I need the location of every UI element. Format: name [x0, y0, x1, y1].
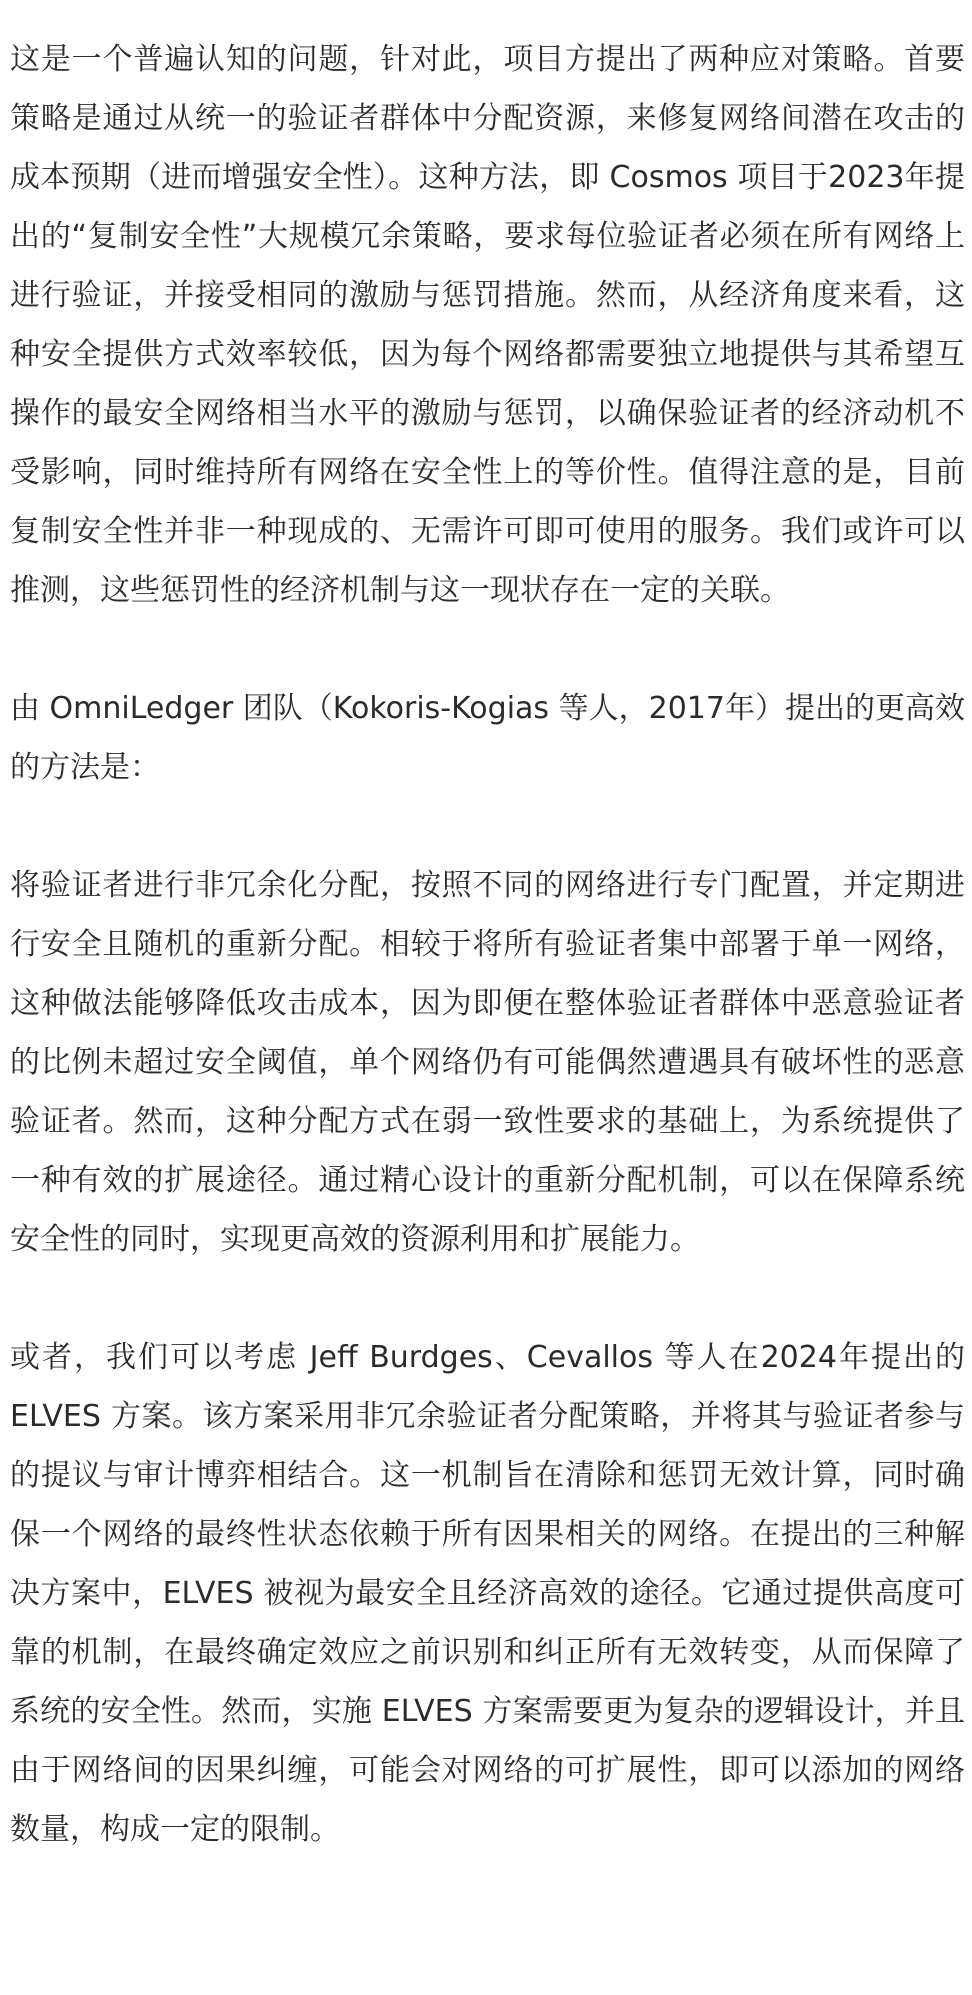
paragraph-non-redundant-assignment: 将验证者进行非冗余化分配，按照不同的网络进行专门配置，并定期进行安全且随机的重新分配。相较于将所有验证者集中部署于单一网络，这种做法能够降低攻击成本，因为即便在整体验证者群体中恶意验证者的比例未超过安全阈值，单个网络仍有可能偶然遭遇具有破坏性的恶意验证者。然而，这种分配方式在弱一致性要求的基础上，为系统提供了一种有效的扩展途径。通过精心设计的重新分配机制，可以在保障系统安全性的同时，实现更高效的资源利用和扩展能力。: [10, 868, 965, 1257]
paragraph-elves: 或者，我们可以考虑 Jeff Burdges、Cevallos 等人在2024年提出的 ELVES 方案。该方案采用非冗余验证者分配策略，并将其与验证者参与的提议与审计博弈相结合。这一机制旨在清除和惩罚无效计算，同时确保一个网络的最终性状态依赖于所有因果相关的网络。在提出的三种解决方案中，ELVES 被视为最安全且经济高效的途径。它通过提供高度可靠的机制，在最终确定效应之前识别和纠正所有无效转变，从而保障了系统的安全性。然而，实施 ELVES 方案需要更为复杂的逻辑设计，并且由于网络间的因果纠缠，可能会对网络的可扩展性，即可以添加的网络数量，构成一定的限制。: [10, 1340, 965, 1847]
article-body: [10, 30, 965, 1859]
paragraph-replicated-security: 这是一个普遍认知的问题，针对此，项目方提出了两种应对策略。首要策略是通过从统一的验证者群体中分配资源，来修复网络间潜在攻击的成本预期（进而增强安全性）。这种方法，即 Cosmos 项目于2023年提出的“复制安全性”大规模冗余策略，要求每位验证者必须在所有网络上进行验证，并接受相同的激励与惩罚措施。然而，从经济角度来看，这种安全提供方式效率较低，因为每个网络都需要独立地提供与其希望互操作的最安全网络相当水平的激励与惩罚，以确保验证者的经济动机不受影响，同时维持所有网络在安全性上的等价性。值得注意的是，目前复制安全性并非一种现成的、无需许可即可使用的服务。我们或许可以推测，这些惩罚性的经济机制与这一现状存在一定的关联。: [10, 42, 965, 608]
paragraph-omniledger-intro: 由 OmniLedger 团队（Kokoris-Kogias 等人，2017年）提出的更高效的方法是：: [10, 691, 965, 785]
